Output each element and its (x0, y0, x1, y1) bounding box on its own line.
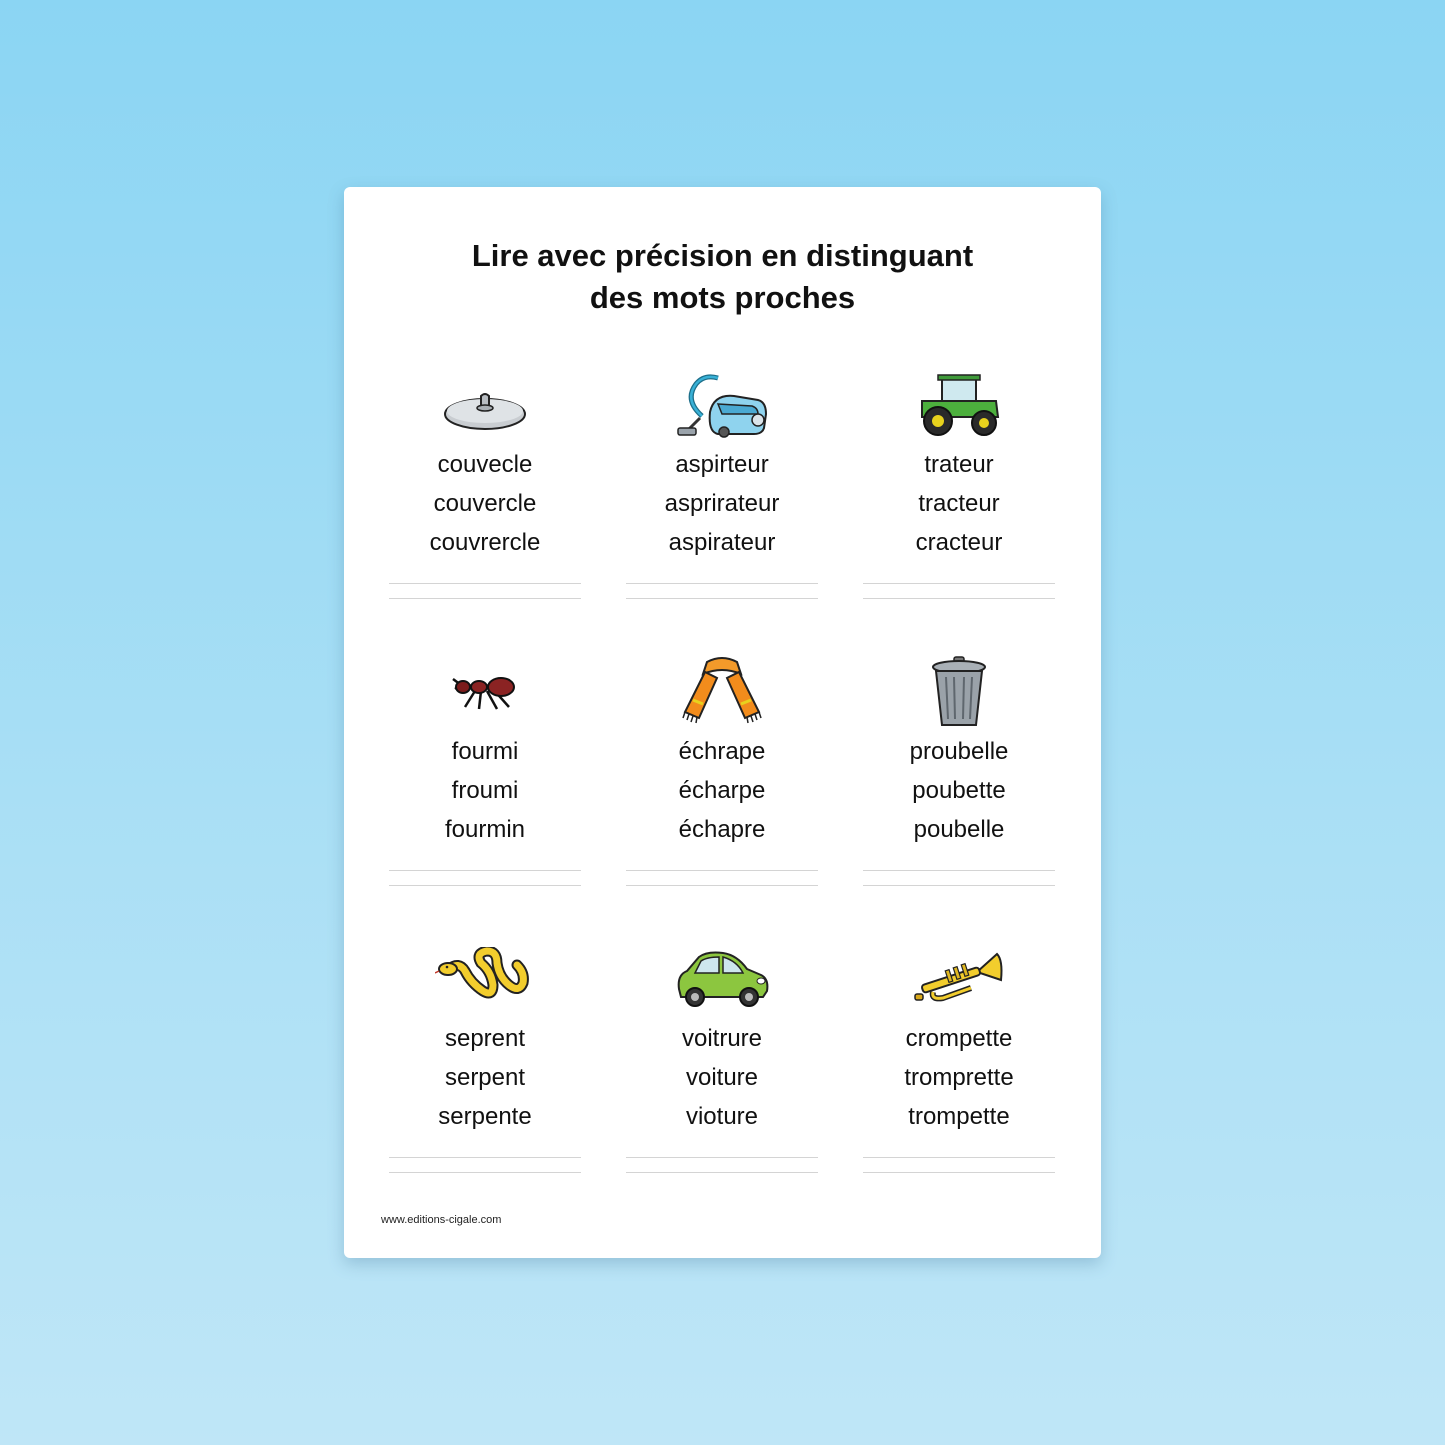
word-choice[interactable]: aspirateur (668, 529, 776, 556)
word-choice[interactable]: tracteur (918, 490, 1000, 517)
word-card-tractor (863, 365, 1055, 605)
answer-line[interactable] (863, 1172, 1055, 1173)
answer-line[interactable] (626, 583, 818, 584)
title-line-2: des mots proches (589, 280, 856, 315)
ant-icon (435, 652, 535, 732)
lid-icon (435, 365, 535, 445)
word-card-car (626, 939, 818, 1179)
word-choice[interactable]: fourmin (444, 816, 526, 843)
word-choice[interactable]: serpente (438, 1103, 532, 1130)
answer-line[interactable] (863, 598, 1055, 599)
word-choice[interactable]: proubelle (909, 738, 1009, 765)
word-choice[interactable]: aspirteur (675, 451, 769, 478)
trash-can-icon (909, 652, 1009, 732)
word-choices (389, 1019, 581, 1136)
answer-line[interactable] (626, 885, 818, 886)
word-choice[interactable]: voitrure (681, 1025, 763, 1052)
answer-line[interactable] (389, 870, 581, 871)
word-card-lid (389, 365, 581, 605)
word-choice[interactable]: tromprette (904, 1064, 1014, 1091)
page-title (344, 235, 1101, 319)
word-choices (863, 1019, 1055, 1136)
word-card-ant (389, 652, 581, 892)
word-choices (863, 732, 1055, 849)
word-choice[interactable]: vioture (685, 1103, 759, 1130)
answer-line[interactable] (863, 885, 1055, 886)
publisher-url: www.editions-cigale.com (381, 1214, 502, 1226)
answer-line[interactable] (626, 870, 818, 871)
word-choice[interactable]: trateur (924, 451, 994, 478)
word-choice[interactable]: serpent (444, 1064, 526, 1091)
word-choice[interactable]: trompette (908, 1103, 1010, 1130)
answer-line[interactable] (389, 583, 581, 584)
word-choice[interactable]: couvecle (437, 451, 533, 478)
answer-line[interactable] (863, 870, 1055, 871)
title-line-1: Lire avec précision en distinguant (471, 238, 974, 273)
word-choices (626, 732, 818, 849)
answer-line[interactable] (626, 1172, 818, 1173)
answer-line[interactable] (389, 885, 581, 886)
car-icon (672, 939, 772, 1019)
word-choice[interactable]: couvrercle (429, 529, 541, 556)
worksheet (344, 187, 1101, 1258)
word-choice[interactable]: échapre (678, 816, 766, 843)
word-choices (389, 445, 581, 562)
scarf-icon (672, 652, 772, 732)
word-choices (863, 445, 1055, 562)
snake-icon (435, 939, 535, 1019)
word-card-trumpet (863, 939, 1055, 1179)
word-choice[interactable]: asprirateur (664, 490, 780, 517)
answer-line[interactable] (626, 1157, 818, 1158)
word-card-vacuum (626, 365, 818, 605)
word-choice[interactable]: crompette (905, 1025, 1013, 1052)
word-choice[interactable]: cracteur (915, 529, 1003, 556)
word-choice[interactable]: voiture (685, 1064, 759, 1091)
word-card-scarf (626, 652, 818, 892)
word-choice[interactable]: poubelle (913, 816, 1005, 843)
word-choice[interactable]: seprent (444, 1025, 526, 1052)
trumpet-icon (909, 939, 1009, 1019)
answer-line[interactable] (626, 598, 818, 599)
word-card-trash-can (863, 652, 1055, 892)
answer-line[interactable] (863, 1157, 1055, 1158)
answer-line[interactable] (389, 1172, 581, 1173)
word-choice[interactable]: froumi (451, 777, 519, 804)
tractor-icon (909, 365, 1009, 445)
word-card-snake (389, 939, 581, 1179)
word-choice[interactable]: échrape (678, 738, 766, 765)
answer-line[interactable] (863, 583, 1055, 584)
word-choice[interactable]: couvercle (433, 490, 537, 517)
vacuum-cleaner-icon (672, 365, 772, 445)
word-choices (389, 732, 581, 849)
word-choice[interactable]: fourmi (451, 738, 519, 765)
word-choice[interactable]: poubette (912, 777, 1006, 804)
word-choice[interactable]: écharpe (678, 777, 766, 804)
word-choices (626, 445, 818, 562)
answer-line[interactable] (389, 598, 581, 599)
word-choices (626, 1019, 818, 1136)
answer-line[interactable] (389, 1157, 581, 1158)
